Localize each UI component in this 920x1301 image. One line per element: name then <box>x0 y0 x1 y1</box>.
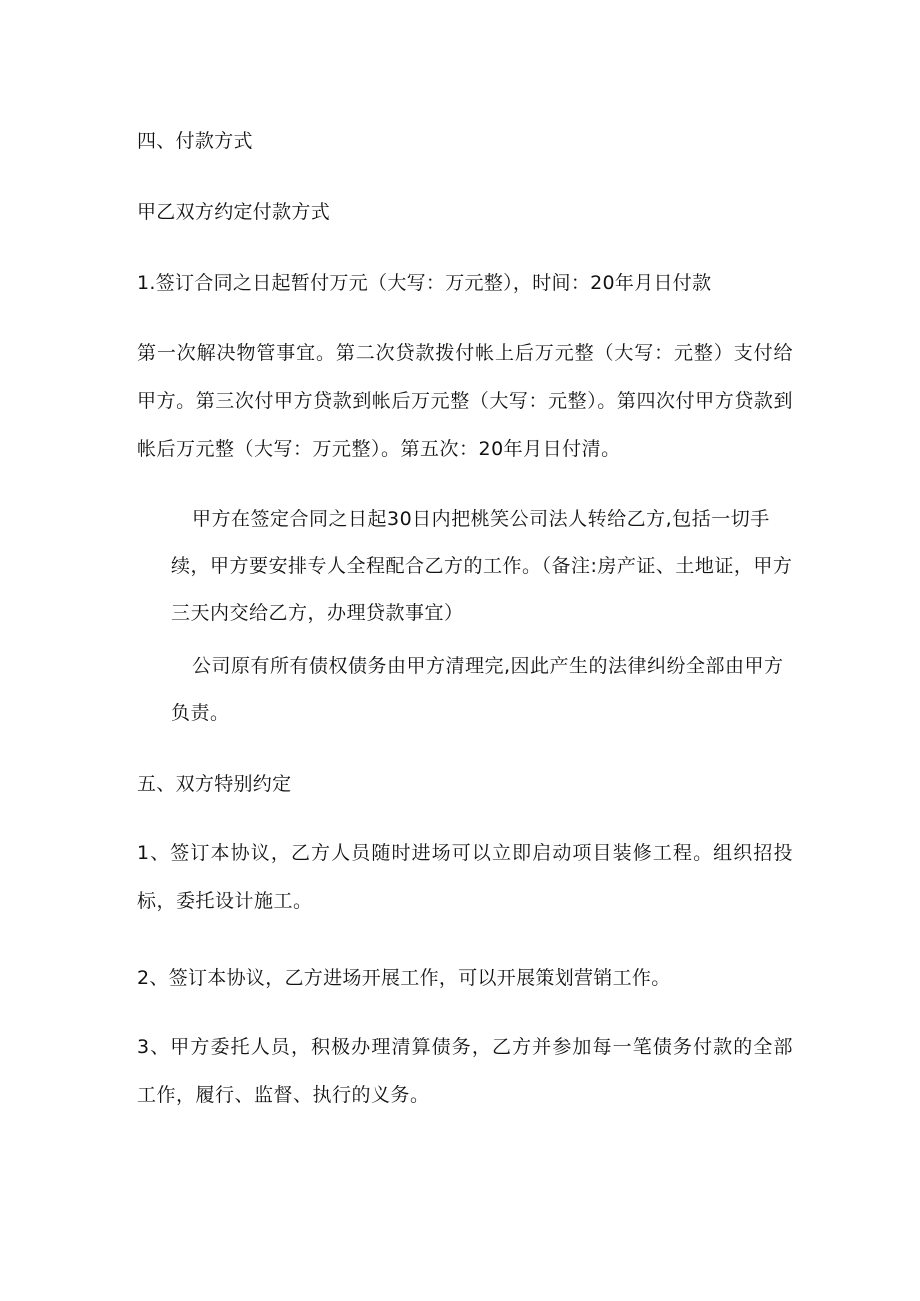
section-4-heading: 四、付款方式 <box>137 130 253 152</box>
section-4-subheading: 甲乙双方约定付款方式 <box>137 201 331 223</box>
section-5-heading: 五、双方特别约定 <box>137 773 292 795</box>
payment-installments-paragraph: 第一次解决物管事宜。第二次贷款拨付帐上后万元整（大写：元整）支付给甲方。第三次付甲方贷款到帐后万元整（大写：元整）。第四次付甲方贷款到帐后万元整（大写：万元整）。第五次：20年月日付清。 <box>137 342 793 460</box>
special-item-1: 1、签订本协议，乙方人员随时进场可以立即启动项目装修工程。组织招投标，委托设计施工。 <box>137 842 793 912</box>
company-transfer-paragraph: 甲方在签定合同之日起30日内把桃笑公司法人转给乙方,包括一切手续，甲方要安排专人全程配合乙方的工作。（备注:房产证、土地证，甲方三天内交给乙方，办理贷款事宜） <box>171 508 793 624</box>
special-item-2: 2、签订本协议，乙方进场开展工作，可以开展策划营销工作。 <box>137 967 671 989</box>
payment-item-1: 1.签订合同之日起暂付万元（大写：万元整），时间：20年月日付款 <box>137 272 712 294</box>
special-item-3: 3、甲方委托人员，积极办理清算债务，乙方并参加每一笔债务付款的全部工作，履行、监督、执行的义务。 <box>137 1036 793 1106</box>
debts-paragraph: 公司原有所有债权债务由甲方清理完,因此产生的法律纠纷全部由甲方负责。 <box>171 655 784 724</box>
